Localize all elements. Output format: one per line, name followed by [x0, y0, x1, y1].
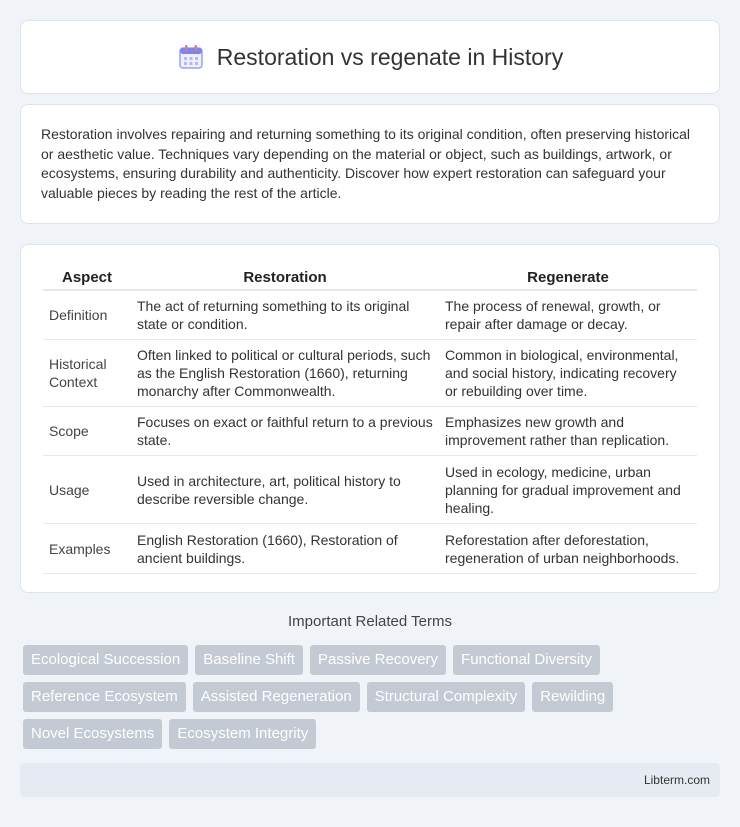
row-restoration: Focuses on exact or faithful return to a previous state. [131, 407, 439, 456]
table-row [43, 407, 697, 456]
header-regenerate: Regenerate [439, 265, 697, 291]
row-aspect: Definition [43, 291, 131, 340]
footer-site-link[interactable]: Libterm.com [643, 773, 710, 787]
related-term-tag[interactable]: Ecosystem Integrity [169, 719, 316, 749]
header-restoration: Restoration [131, 265, 439, 291]
comparison-table-card [20, 244, 720, 593]
row-regenerate: Emphasizes new growth and improvement rather than replication. [439, 407, 697, 456]
row-restoration: Used in architecture, art, political history to describe reversible change. [131, 456, 439, 524]
row-regenerate: Common in biological, environmental, and social history, indicating recovery or rebuilding over time. [439, 340, 697, 407]
related-term-tag[interactable]: Rewilding [532, 682, 613, 712]
related-term-tag[interactable]: Assisted Regeneration [193, 682, 360, 712]
table-header-row [43, 265, 697, 291]
page-title: Restoration vs regenate in History [216, 43, 564, 70]
row-regenerate: Used in ecology, medicine, urban planning for gradual improvement and healing. [439, 456, 697, 524]
table-row [43, 340, 697, 407]
related-terms-title: Important Related Terms [288, 613, 452, 630]
row-regenerate: The process of renewal, growth, or repair after damage or decay. [439, 291, 697, 340]
related-term-tag[interactable]: Ecological Succession [23, 645, 188, 675]
row-aspect: Historical Context [43, 340, 131, 407]
related-term-tag[interactable]: Novel Ecosystems [23, 719, 162, 749]
row-restoration: The act of returning something to its original state or condition. [131, 291, 439, 340]
intro-text: Restoration involves repairing and returning something to its original condition, often preserving historical or aesthetic value. Techniques vary depending on the material or object, such as buildings, artwork, or ecosystems, ensuring durability and authenticity. Discover how expert restoration can safeguard your valuable pieces by reading the rest of the article. [41, 126, 691, 201]
header-aspect: Aspect [43, 265, 131, 291]
intro-card [20, 104, 720, 224]
comparison-table [43, 265, 697, 574]
calendar-icon [177, 43, 205, 71]
row-aspect: Usage [43, 456, 131, 524]
table-row [43, 524, 697, 574]
row-aspect: Scope [43, 407, 131, 456]
table-row [43, 456, 697, 524]
related-term-tag[interactable]: Baseline Shift [195, 645, 303, 675]
row-restoration: English Restoration (1660), Restoration of ancient buildings. [131, 524, 439, 574]
footer [20, 763, 720, 797]
related-term-tag[interactable]: Functional Diversity [453, 645, 600, 675]
related-term-tag[interactable]: Reference Ecosystem [23, 682, 186, 712]
related-term-tag[interactable]: Structural Complexity [367, 682, 526, 712]
row-regenerate: Reforestation after deforestation, regeneration of urban neighborhoods. [439, 524, 697, 574]
related-term-tag[interactable]: Passive Recovery [310, 645, 446, 675]
row-restoration: Often linked to political or cultural periods, such as the English Restoration (1660), returning monarchy after Commonwealth. [131, 340, 439, 407]
header-card [20, 20, 720, 94]
table-row [43, 291, 697, 340]
related-terms-list [23, 645, 723, 756]
row-aspect: Examples [43, 524, 131, 574]
